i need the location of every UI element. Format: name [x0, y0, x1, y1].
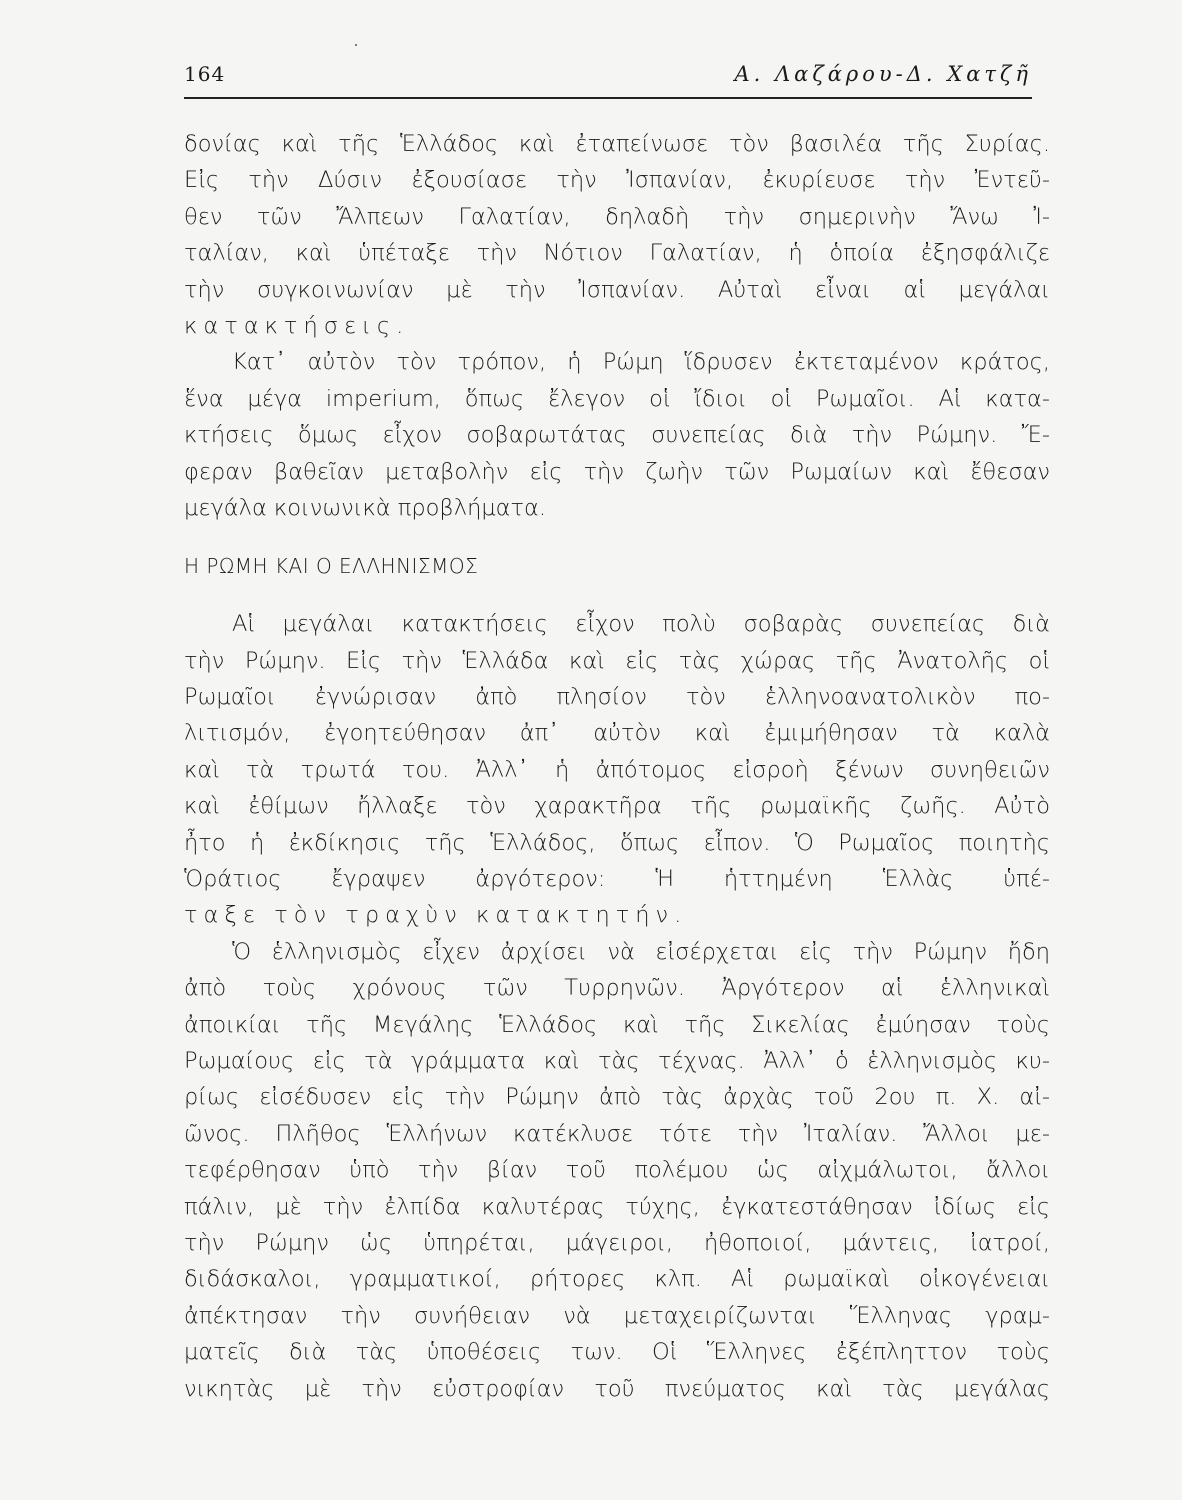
text-line: καὶ τὰ τρωτά του. Ἀλλ᾽ ἡ ἀπότομος εἰσροὴ ξένων συνηθειῶν	[184, 756, 1050, 783]
text-line: ρίως εἰσέδυσεν εἰς τὴν Ρώμην ἀπὸ τὰς ἀρχὰς τοῦ 2ου π. Χ. αἰ-	[184, 1084, 1050, 1111]
ink-speck	[355, 44, 357, 46]
paragraph	[184, 934, 1050, 1407]
section-heading: Η ΡΩΜΗ ΚΑΙ Ο ΕΛΛΗΝΙΣΜΟΣ	[184, 554, 479, 579]
text-line: Ὁ ἑλληνισμὸς εἶχεν ἀρχίσει νὰ εἰσέρχεται εἰς τὴν Ρώμην ἤδη	[232, 938, 1050, 965]
text-line: θεν τῶν Ἄλπεων Γαλατίαν, δηλαδὴ τὴν σημερινὴν Ἄνω Ἰ-	[184, 203, 1050, 230]
text-line: τὴν Ρώμην ὡς ὑπηρέται, μάγειροι, ἠθοποιοί, μάντεις, ἰατροί,	[184, 1229, 1050, 1256]
text-line: ἦτο ἡ ἐκδίκησις τῆς Ἑλλάδος, ὅπως εἶπον. Ὁ Ρωμαῖος ποιητὴς	[184, 829, 1050, 856]
text-line: τὴν Ρώμην. Εἰς τὴν Ἑλλάδα καὶ εἰς τὰς χώρας τῆς Ἀνατολῆς οἱ	[184, 647, 1050, 674]
header-rule	[184, 97, 1032, 99]
running-head: Α. Λαζάρου-Δ. Χατζῆ	[734, 62, 1032, 86]
paragraph	[184, 126, 1050, 344]
text-line: λιτισμόν, ἐγοητεύθησαν ἀπ᾽ αὐτὸν καὶ ἐμιμήθησαν τὰ καλὰ	[184, 720, 1050, 747]
text-line: ταλίαν, καὶ ὑπέταξε τὴν Νότιον Γαλατίαν, ἡ ὁποία ἐξησφάλιζε	[184, 240, 1050, 267]
paragraph	[184, 344, 1050, 526]
text-line: ῶνος. Πλῆθος Ἑλλήνων κατέκλυσε τότε τὴν Ἰταλίαν. Ἄλλοι με-	[184, 1120, 1050, 1147]
page-number: 164	[184, 62, 226, 86]
text-line: Ὁράτιος ἔγραψεν ἀργότερον: Ἡ ἡττημένη Ἑλλὰς ὑπέ-	[184, 866, 1050, 893]
text-line: μεγάλα κοινωνικὰ προβλήματα.	[184, 494, 546, 521]
text-line: πάλιν, μὲ τὴν ἐλπίδα καλυτέρας τύχης, ἐγκατεστάθησαν ἰδίως εἰς	[184, 1193, 1050, 1220]
page-header	[184, 60, 1032, 94]
text-line: Ρωμαίους εἰς τὰ γράμματα καὶ τὰς τέχνας. Ἀλλ᾽ ὁ ἑλληνισμὸς κυ-	[184, 1047, 1050, 1074]
text-line: Ρωμαῖοι ἐγνώρισαν ἀπὸ πλησίον τὸν ἑλληνοανατολικὸν πο-	[184, 684, 1050, 711]
emphasized-text-line: ταξε τὸν τραχὺν κατακτητήν.	[184, 902, 688, 929]
text-line: ἀποικίαι τῆς Μεγάλης Ἑλλάδος καὶ τῆς Σικελίας ἐμύησαν τοὺς	[184, 1011, 1050, 1038]
text-line: Εἰς τὴν Δύσιν ἐξουσίασε τὴν Ἰσπανίαν, ἐκυρίευσε τὴν Ἐντεῦ-	[184, 167, 1050, 194]
text-line: Κατ᾽ αὐτὸν τὸν τρόπον, ἡ Ρώμη ἵδρυσεν ἐκτεταμένον κράτος,	[232, 349, 1050, 376]
text-line: τὴν συγκοινωνίαν μὲ τὴν Ἰσπανίαν. Αὐταὶ εἶναι αἱ μεγάλαι	[184, 276, 1050, 303]
text-line: ματεῖς διὰ τὰς ὑποθέσεις των. Οἱ Ἕλληνες ἐξέπληττον τοὺς	[184, 1339, 1050, 1366]
text-line: ἕνα μέγα imperium, ὅπως ἔλεγον οἱ ἴδιοι οἱ Ρωμαῖοι. Αἱ κατα-	[184, 385, 1050, 412]
text-line: ἀπὸ τοὺς χρόνους τῶν Τυρρηνῶν. Ἀργότερον αἱ ἑλληνικαὶ	[184, 975, 1050, 1002]
text-line: ἀπέκτησαν τὴν συνήθειαν νὰ μεταχειρίζωνται Ἕλληνας γραμ-	[184, 1302, 1050, 1329]
text-line: νικητὰς μὲ τὴν εὐστροφίαν τοῦ πνεύματος καὶ τὰς μεγάλας	[184, 1375, 1050, 1402]
emphasized-text-line: κατακτήσεις.	[184, 312, 410, 339]
text-line: διδάσκαλοι, γραμματικοί, ρήτορες κλπ. Αἱ ρωμαϊκαὶ οἰκογένειαι	[184, 1266, 1050, 1293]
paragraph	[184, 606, 1050, 934]
text-line: καὶ ἐθίμων ἤλλαξε τὸν χαρακτῆρα τῆς ρωμαϊκῆς ζωῆς. Αὐτὸ	[184, 793, 1050, 820]
text-line: δονίας καὶ τῆς Ἑλλάδος καὶ ἐταπείνωσε τὸν βασιλέα τῆς Συρίας.	[184, 131, 1050, 157]
text-line: Αἱ μεγάλαι κατακτήσεις εἶχον πολὺ σοβαρὰς συνεπείας διὰ	[232, 611, 1050, 638]
text-line: φεραν βαθεῖαν μεταβολὴν εἰς τὴν ζωὴν τῶν Ρωμαίων καὶ ἔθεσαν	[184, 458, 1050, 485]
text-line: τεφέρθησαν ὑπὸ τὴν βίαν τοῦ πολέμου ὡς αἰχμάλωτοι, ἄλλοι	[184, 1157, 1050, 1184]
body-text	[184, 126, 1050, 1407]
text-line: κτήσεις ὅμως εἶχον σοβαρωτάτας συνεπείας διὰ τὴν Ρώμην. Ἔ-	[184, 422, 1050, 449]
